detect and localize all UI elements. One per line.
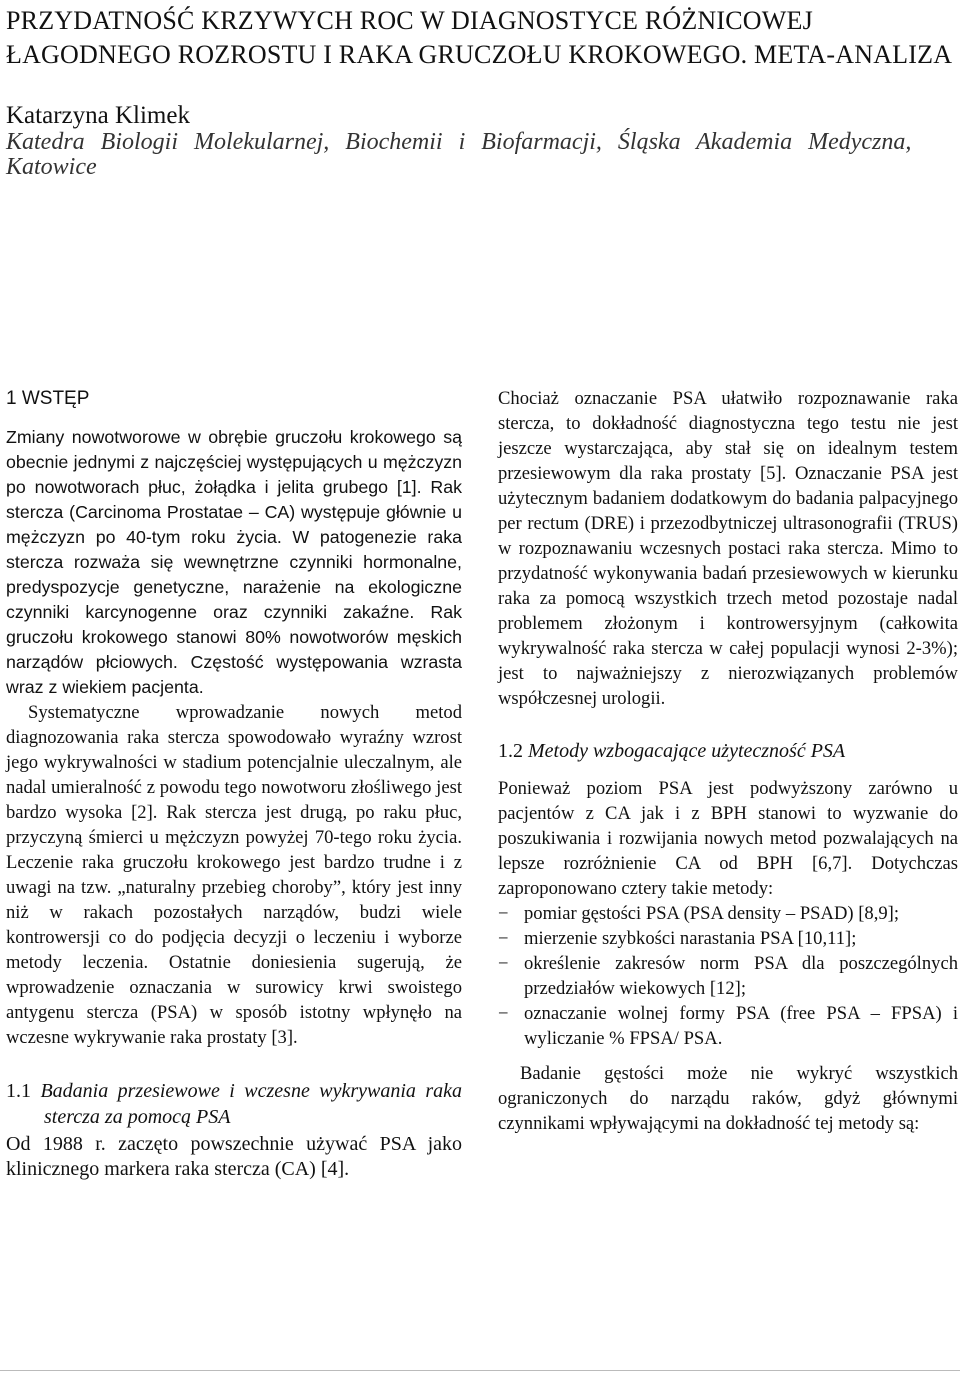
intro-paragraph: Zmiany nowotworowe w obrębie gruczołu krokowego są obecnie jednymi z najczęściej występujących u mężczyzn po nowotworach płuc, żołądka i jelita grubego [1]. Rak stercza (Carcinoma Prostatae – CA) występuje głównie u mężczyzn po 40-tym roku życia. W patogenezie raka stercza rozważa się wewnętrzne czynniki hormonalne, predyspozycje genetyczne, narażenie na ekologiczne czynniki karcynogenne oraz czynniki zakaźne. Rak gruczołu krokowego stanowi 80% nowotworów męskich narządów płciowych. Częstość występowania wzrasta wraz z wiekiem pacjenta. [6, 427, 462, 697]
left-column [6, 386, 462, 1182]
author-name: Katarzyna Klimek [6, 102, 190, 129]
body-paragraph: Od 1988 r. zaczęto powszechnie używać PSA jako klinicznego markera raka stercza (CA) [4]. [6, 1133, 462, 1180]
paper-title [6, 4, 956, 72]
subsection-number: 1.1 [6, 1080, 31, 1102]
list-item: − mierzenie szybkości narastania PSA [10,11]; [498, 926, 958, 951]
title-line-1: PRZYDATNOŚĆ KRZYWYCH ROC W DIAGNOSTYCE RÓŻNICOWEJ [6, 6, 813, 35]
subsection-heading-1-2 [498, 739, 958, 764]
list-item: − pomiar gęstości PSA (PSA density – PSAD) [8,9]; [498, 901, 958, 926]
title-line-2: ŁAGODNEGO ROZROSTU I RAKA GRUCZOŁU KROKOWEGO. META-ANALIZA [6, 40, 953, 69]
list-item: − oznaczanie wolnej formy PSA (free PSA – FPSA) i wyliczanie % FPSA/ PSA. [498, 1001, 958, 1051]
body-paragraph: Chociaż oznaczanie PSA ułatwiło rozpoznawanie raka stercza, to dokładność diagnostyczna tego testu nie jest jeszcze wystarczająca, aby stał się on idealnym testem przesiewowym dla raka prostaty [5]. Oznaczanie PSA jest użytecznym badaniem dodatkowym do badania palpacyjnego per rectum (DRE) i przezodbytniczej ultrasonografii (TRUS) w rozpoznawaniu wczesnych postaci raka stercza. Mimo to przydatność wykonywania badań przesiewowych w kierunku raka za pomocą wszystkich trzech metod pozostaje nadal problemem złożonym i kontrowersyjnym (całkowita wykrywalność raka stercza w całej populacji wynosi 2-3%); jest to najważniejszy z nierozwiązanych problemów współczesnej urologii. [498, 388, 958, 709]
body-paragraph: Badanie gęstości może nie wykryć wszystkich ograniczonych do narządu raków, gdyż głównymi czynnikami wpływającymi na dokładność tej metody są: [498, 1063, 958, 1134]
body-paragraph: Ponieważ poziom PSA jest podwyższony zarówno u pacjentów z CA jak i z BPH stanowi to wyzwanie do poszukiwania i rozwijania nowych metod pozwalających na lepsze rozróżnienie CA od BPH [6,7]. Dotychczas zaproponowano cztery takie metody: [498, 778, 958, 899]
page-divider [0, 1370, 960, 1371]
subsection-number: 1.2 [498, 740, 523, 762]
subsection-title: Metody wzbogacające użyteczność PSA [528, 740, 846, 762]
methods-list [498, 901, 958, 1051]
right-column [498, 386, 958, 1136]
section-heading-wstep: 1 WSTĘP [6, 388, 90, 409]
subsection-heading-1-1 [6, 1078, 462, 1130]
list-item: − określenie zakresów norm PSA dla poszczególnych przedziałów wiekowych [12]; [498, 951, 958, 1001]
author-affiliation: Katedra Biologii Molekularnej, Biochemii i Biofarmacji, Śląska Akademia Medyczna, Katowice [6, 129, 912, 180]
subsection-title: Badania przesiewowe i wczesne wykrywania raka stercza za pomocą PSA [40, 1080, 462, 1128]
body-paragraph: Systematyczne wprowadzanie nowych metod diagnozowania raka stercza spowodowało wyraźny wzrost jego wykrywalności w stadium potencjalnie uleczalnym, ale nadal umieralność z powodu tego nowotworu złośliwego jest bardzo wysoka [2]. Rak stercza jest drugą, po raku płuc, przyczyną śmierci u mężczyzn powyżej 70-tego roku życia. Leczenie raka gruczołu krokowego jest bardzo trudne i z uwagi na tzw. „naturalny przebieg choroby”, który jest inny niż w rakach pozostałych narządów, budzi wiele kontrowersji co do podjęcia decyzji o leczeniu i wyborze metody leczenia. Ostatnie doniesienia sugerują, że wprowadzenie oznaczania w surowicy krwi swoistego antygenu stercza (PSA) w sposób istotny wpłynęło na wczesne wykrywanie raka prostaty [3]. [6, 702, 462, 1048]
